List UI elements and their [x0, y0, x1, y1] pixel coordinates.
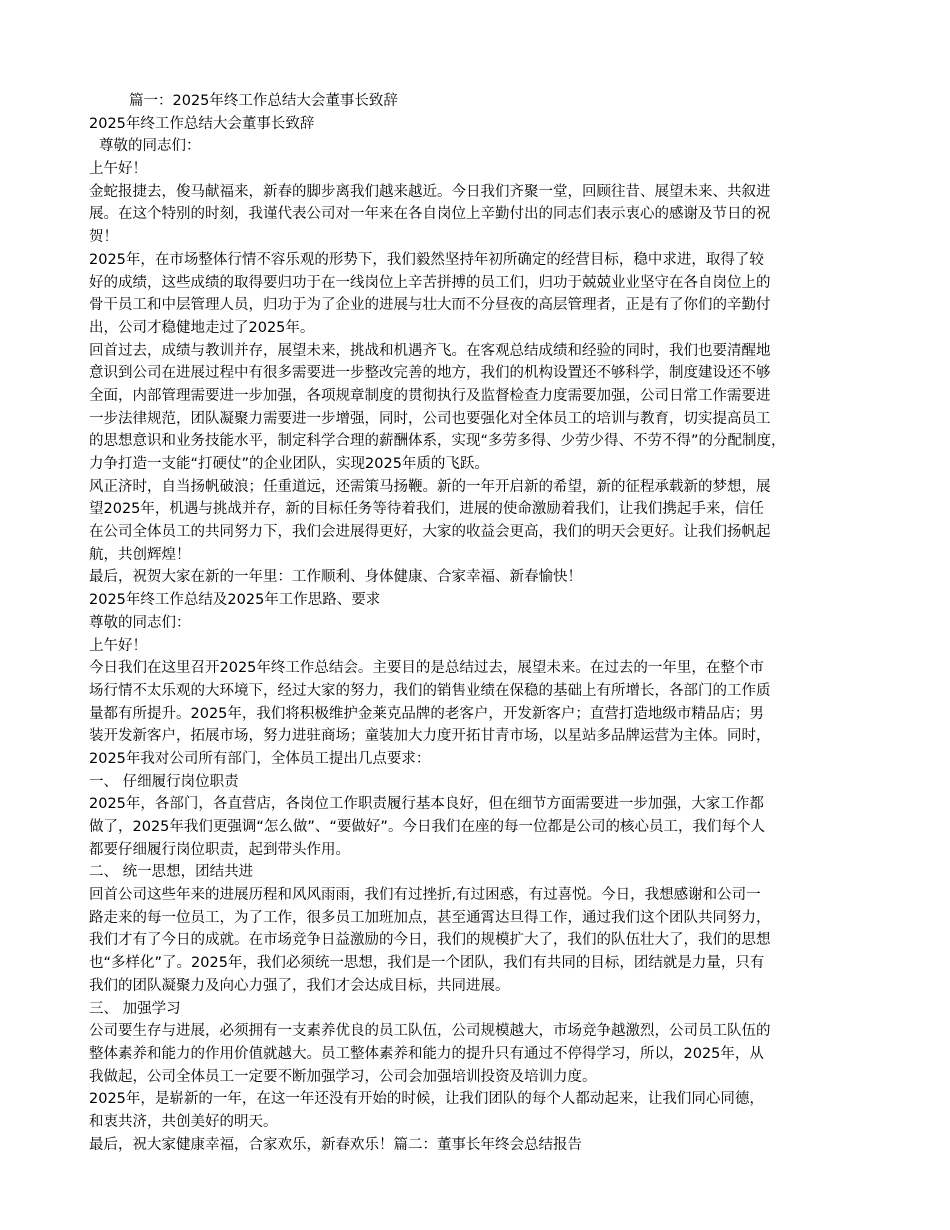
text-line: 量都有所提升。2025年，我们将积极维护金莱克品牌的老客户，开发新客户；直营打造地级市精品店；男 [89, 705, 764, 722]
text-line: 出，公司才稳健地走过了2025年。 [89, 319, 315, 336]
list-heading: 二、 统一思想，团结共进 [89, 864, 254, 881]
document-body [89, 90, 869, 1156]
text-line: 我们的团队凝聚力及向心力强了，我们才会达成目标，共同进展。 [89, 977, 510, 994]
greeting: 上午好！ [89, 161, 147, 178]
text-line: 航，共创辉煌！ [89, 546, 191, 563]
text-line: 意识到公司在进展过程中有很多需要进一步整改完善的地方，我们的机构设置还不够科学，制度建设还不够 [89, 365, 771, 382]
list-heading: 三、 加强学习 [89, 1000, 181, 1017]
text-line: 也“多样化”了。2025年，我们必须统一思想，我们是一个团队，我们有共同的目标，团结就是力量，只有 [89, 955, 765, 972]
speech-title: 2025年终工作总结大会董事长致辞 [89, 115, 315, 132]
text-line: 2025年，在市场整体行情不容乐观的形势下，我们毅然坚持年初所确定的经营目标，稳中求进，取得了较 [89, 251, 764, 268]
text-line: 展。在这个特别的时刻，我谨代表公司对一年来在各自岗位上辛勤付出的同志们表示衷心的感谢及节日的祝 [89, 206, 771, 223]
text-line: 贺！ [89, 229, 118, 246]
text-line: 和衷共济，共创美好的明天。 [89, 1113, 278, 1130]
text-line: 2025年我对公司所有部门，全体员工提出几点要求： [89, 750, 431, 767]
text-line: 我们才有了今日的成就。在市场竞争日益激励的今日，我们的规模扩大了，我们的队伍壮大了，我们的思想 [89, 932, 771, 949]
text-line: 风正济时，自当扬帆破浪；任重道远，还需策马扬鞭。新的一年开启新的希望，新的征程承载新的梦想，展 [89, 478, 771, 495]
text-line: 骨干员工和中层管理人员，归功于为了企业的进展与壮大而不分昼夜的高层管理者，正是有了你们的辛勤付 [89, 297, 771, 314]
text-line: 都要仔细履行岗位职责，起到带头作用。 [89, 841, 350, 858]
text-line: 全面，内部管理需要进一步加强，各项规章制度的贯彻执行及监督检查力度需要加强，公司日常工作需要进 [89, 387, 771, 404]
text-line: 的思想意识和业务技能水平，制定科学合理的薪酬体系，实现“多劳多得、少劳少得、不劳不得”的分配制度， [89, 433, 786, 450]
text-line: 力争打造一支能“打硬仗”的企业团队，实现2025年质的飞跃。 [89, 456, 489, 472]
text-line: 好的成绩，这些成绩的取得要归功于在一线岗位上辛苦拼搏的员工们，归功于兢兢业业坚守在各自岗位上的 [89, 274, 771, 291]
greeting: 上午好！ [89, 637, 147, 654]
salutation: 尊敬的同志们： [89, 614, 191, 631]
text-line: 装开发新客户，拓展市场，努力进驻商场；童装加大力度开拓甘青市场，以星站多品牌运营为主体。同时， [89, 728, 771, 745]
text-line: 在公司全体员工的共同努力下，我们会进展得更好，大家的收益会更高，我们的明天会更好。让我们扬帆起 [89, 524, 771, 541]
text-line: 我做起，公司全体员工一定要不断加强学习，公司会加强培训投资及培训力度。 [89, 1068, 597, 1085]
section-title: 2025年终工作总结及2025年工作思路、要求 [89, 592, 381, 609]
salutation: 尊敬的同志们： [99, 138, 201, 155]
text-line: 最后，祝贺大家在新的一年里：工作顺利、身体健康、合家幸福、新春愉快！ [89, 569, 582, 586]
text-line: 今日我们在这里召开2025年终工作总结会。主要目的是总结过去，展望未来。在过去的一年里，在整个市 [89, 660, 764, 677]
list-heading: 一、 仔细履行岗位职责 [89, 773, 239, 790]
closing-line: 最后，祝大家健康幸福，合家欢乐，新春欢乐！篇二：董事长年终会总结报告 [89, 1136, 582, 1153]
text-line: 2025年，各部门，各直营店，各岗位工作职责履行基本良好，但在细节方面需要进一步加强，大家工作都 [89, 796, 764, 813]
text-line: 做了，2025年我们更强调“怎么做”、“要做好”。今日我们在座的每一位都是公司的核心员工，我们每个人 [89, 819, 765, 835]
text-line: 金蛇报捷去，俊马献福来，新春的脚步离我们越来越近。今日我们齐聚一堂，回顾往昔、展望未来、共叙进 [89, 183, 771, 200]
text-line: 望2025年，机遇与挑战并存，新的目标任务等待着我们，进展的使命激励着我们，让我们携起手来，信任 [89, 501, 764, 518]
text-line: 路走来的每一位员工，为了工作，很多员工加班加点，甚至通霄达旦得工作，通过我们这个团队共同努力， [89, 909, 771, 926]
text-line: 场行情不太乐观的大环境下，经过大家的努力，我们的销售业绩在保稳的基础上有所增长，各部门的工作质 [89, 682, 771, 699]
text-line: 2025年，是崭新的一年，在这一年还没有开始的时候，让我们团队的每个人都动起来，让我们同心同德， [89, 1091, 764, 1108]
document-heading: 篇一：2025年终工作总结大会董事长致辞 [129, 93, 398, 109]
text-line: 一步法律规范，团队凝聚力需要进一步增强，同时，公司也要强化对全体员工的培训与教育，切实提高员工 [89, 410, 771, 427]
text-line: 回首公司这些年来的进展历程和风风雨雨，我们有过挫折,有过困惑，有过喜悦。今日，我想感谢和公司一 [89, 887, 761, 904]
text-line: 回首过去，成绩与教训并存，展望未来，挑战和机遇齐飞。在客观总结成绩和经验的同时，我们也要清醒地 [89, 342, 771, 359]
text-line: 整体素养和能力的作用价值就越大。员工整体素养和能力的提升只有通过不停得学习，所以，2025年，从 [89, 1045, 764, 1062]
text-line: 公司要生存与进展，必须拥有一支素养优良的员工队伍，公司规模越大，市场竞争越激烈，公司员工队伍的 [89, 1023, 771, 1040]
